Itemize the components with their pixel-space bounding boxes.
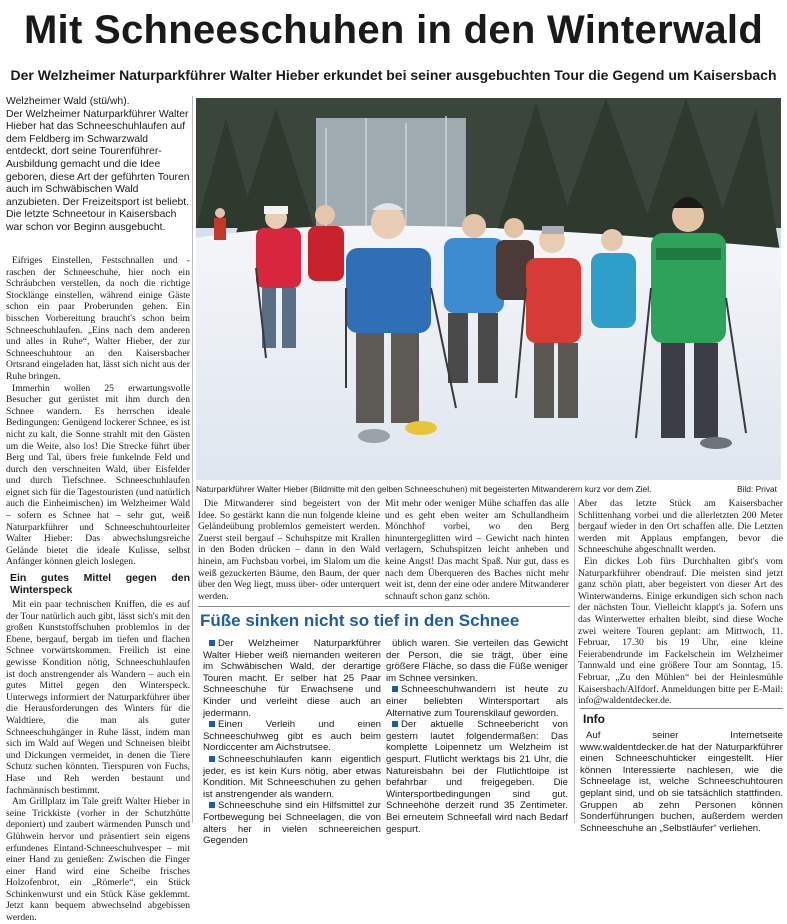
body-paragraph: Am Grillplatz im Tale greift Walter Hieber in seine Trickkiste (vorher in der Schutzhütte deponiert) und zaubert wärmenden Punsch und Glühwein hervor und präsentiert sein eigens erfundenes Eintand-Schneeschuhvesper – mit einer Hand zu genießen: Zwischen die Finger einer Hand wird eine Scheibe frisches Holzofenbrot, ein „Römerle“, ein Stück Schinkenwurst und ein Stück Käse geklemmt. Jetzt kann bequem abwechselnd abgebissen werden. — [6, 796, 190, 924]
snowshoe-group-photo — [196, 98, 781, 480]
lead-paragraph — [6, 96, 190, 235]
subheadline: Der Welzheimer Naturparkführer Walter Hieber erkundet bei seiner ausgebuchten Tour die Gegend um Kaisersbach — [10, 67, 777, 83]
square-bullet-icon — [209, 721, 215, 727]
photo-caption — [196, 484, 781, 494]
box-item: üblich waren. Sie verteilen das Gewicht der Person, die sie trägt, über eine größere Fläche, so dass die Füße weniger im Schnee versinken. — [386, 638, 568, 684]
body-paragraph: Aber das letzte Stück am Kaisersbacher Schlittenhang vorbei und die allerletzten 200 Meter bergauf wieder in den Ort schaffen alle. Die Letzten werden mit Applaus empfangen, bevor die Schneeschuhe abgeschnallt werden. — [578, 498, 783, 556]
column-divider — [192, 96, 193, 823]
square-bullet-icon — [209, 756, 215, 762]
column-divider — [574, 498, 575, 823]
column-4 — [578, 498, 783, 708]
square-bullet-icon — [209, 802, 215, 808]
lead-text: Der Welzheimer Naturparkführer Walter Hieber hat das Schneeschuhlaufen auf dem Feldberg im Schwarzwald entdeckt, dort seine Tourenführer-Ausbildung gemacht und die Idee geboren, diese Art der geführten Touren auch im Schwäbischen Wald anzubieten. Der Freizeitsport ist beliebt. Die letzte Schneetour in Kaisersbach war schon vor Beginn ausgebucht. — [6, 108, 190, 233]
info-paragraph: Auf seiner Internetseite www.waldentdecker.de hat der Naturparkführer einen Schneeschuhticker eingestellt. Hier können Interessierte nachlesen, wie die Schneelage ist, welche Schneeschuhtouren geplant sind, und ob sie tatsächlich stattfinden. Gruppen ab zehn Personen können Sonderführungen buchen, außerdem werden Schneeschuhe an „Selbstläufer“ verliehen. — [580, 730, 783, 834]
column-2 — [198, 498, 380, 602]
photo-credit: Bild: Privat — [736, 484, 777, 494]
square-bullet-icon — [209, 640, 215, 646]
body-paragraph: Die Mitwanderer sind begeistert von der Idee. So gestärkt kann die nun folgende kleine Geländeübung problemlos gemeistert werden. Zuerst steil bergauf – Schuhspitze mit Krallen in den Boden drücken – dann in den Wald hinein, am Fuchsbau vorbei, im Slalom um die weiß gezuckerten Bäume, den Baum, der quer über den Weg liegt, muss über- oder unterquert werden. — [198, 498, 380, 602]
box-item: Der Welzheimer Naturparkführer Walter Hieber weiß niemanden weiteren im Schwäbischen Wald, der derartige Touren macht. Er selber hat 25 Paar Schneeschuhe für Erwachsene und Kinder und verleiht diese auch an jedermann. — [203, 638, 381, 719]
body-paragraph: Mit mehr oder weniger Mühe schaffen das alle und es geht eben weiter am Schullandheim Mönchhof vorbei, wo den Berg hinuntergeglitten wird – Gewicht nach hinten verlagern, Schuhspitzen leicht anheben und keine Angst! Das macht Spaß. Nur gut, dass es nach dem Überqueren des Baches nicht mehr weit ist, denn der eine oder andere Mitwanderer schnauft schon ganz schön. — [385, 498, 569, 602]
box-item: Schneeschuhlaufen kann eigentlich jeder, es ist kein Kurs nötig, aber etwas Kondition. Mit Schneeschuhen zu gehen ist anstrengender als wandern. — [203, 753, 381, 800]
body-paragraph: Mit ein paar technischen Kniffen, die es auf der Tour natürlich auch gibt, lässt sich's mit den großen Kunststoffschuhen problemlos in der Ebene, bergauf, bergab im tiefen und flachen Schnee vorwärtskommen. Freilich ist eine gewisse Kondition nötig, Schneeschuhlaufen ist doch anstrengender als Wandern – auch ein gutes Mittel gegen den Winterspeck. Unterwegs informiert der Naturparkführer über die Herausforderungen des Winters für die Waldtiere, die man als guter Schneeschuhgänger in Ruhe lässt, indem man sich im Wald auf Wegen und Schneisen bleibt und Dickungen vermeidet, in denen die Tiere Schutz suchen könnten. Tierspuren von Fuchs, Hase und Reh werden bestaunt und fachmännisch bestimmt. — [6, 599, 190, 796]
headline: Mit Schneeschuhen in den Winterwald — [23, 8, 764, 52]
body-paragraph: Ein dickes Lob fürs Durchhalten gibt's vom Naturparkführer obendrauf. Die meisten sind jetzt ganz schön platt, aber begeistert von dieser Art des Winterwanderns. Einige erkundigen sich schon nach der nächsten Tour. Vielleicht klappt's ja. Sofern uns das Winterwetter erhalten bleibt, sind diese Woche zwei weitere Touren geplant: am Mittwoch, 11. Februar, 17.30 bis 19 Uhr, eine kleine Feierabendrunde im Fackelschein im Welzheimer Tannwald und eine größere Tour am Sonntag, 15. Februar, „Zu den Mühlen“ bei der Heinlesmühle Kaisersbach/Alfdorf. Anmeldungen bitte per E-Mail: info@waldentdecker.de. — [578, 555, 783, 707]
article-photo — [196, 98, 781, 480]
square-bullet-icon — [392, 686, 398, 692]
column-1 — [6, 255, 190, 924]
dateline: Welzheimer Wald (stü/wh). — [6, 96, 130, 107]
square-bullet-icon — [392, 721, 398, 727]
box-item: Der aktuelle Schneebericht von gestern lautet folgendermaßen: Das komplette Loipennetz um Welzheim ist gespurt. Flutlicht werktags bis 21 Uhr, die Natureisbahn bei der Flutlichtloipe ist befahrbar und freigegeben. Die Wintersportbedingungen sind gut. Schneehöhe derzeit rund 35 Zentimeter. Bei erneutem Schneefall wird nach Bedarf gespurt. — [386, 719, 568, 835]
info-title: Info — [583, 712, 605, 726]
box-item: Einen Verleih und einen Schneeschuhweg gibt es auch beim Nordiccenter am Aichstrutsee. — [203, 719, 381, 754]
box-item: Schneeschuhe sind ein Hilfsmittel zur Fortbewegung bei Schneelagen, die von alters her in vielen schneereichen Gegenden — [203, 800, 381, 847]
box-column-left — [203, 638, 381, 847]
box-column-right — [386, 638, 568, 835]
info-text — [580, 730, 783, 834]
body-paragraph: Eifriges Einstellen, Festschnallen und -raschen der Schneeschuhe, hier noch ein Schräubchen verstellen, da noch die richtige Stocklänge einstellen, während einige Gäste schon ein paar Proberunden gehen. Ein bisschen Vorbereitung braucht's schon beim Schneeschuhlaufen. „Eins nach dem anderen und alles in Ruhe“, Walter Hieber, der zur Schneeschuhtour an den Kaisersbacher Ortsrand eingeladen hat, lässt sich nicht aus der Ruhe bringen. — [6, 255, 190, 382]
body-paragraph: Immerhin wollen 25 erwartungsvolle Besucher gut gerüstet mit ihm durch den Schnee wandern. Es herrschen ideale Bedingungen: Genügend lockerer Schnee, es ist nicht zu kalt, die Sonne strahlt mit den Gästen um die Weite, also los! Die Strecke führt über Berg und Tal, übers freie funkelnde Feld und durch den verschneiten Wald, über Eisfelder und durch Tiefschnee. Schneeschuhlaufen eignet sich für die Tagestouristen (und natürlich auch die Einheimischen) im Welzheimer Wald – sofern es Schnee hat – sehr gut, weiß Naturparkführer und Schneeschuhtourleiter Walter Hieber: Das abwechslungsreiche Gelände bietet die ideale Kulisse, selbst Anfänger können gleich loslegen. — [6, 382, 190, 568]
box-title: Füße sinken nicht so tief in den Schnee — [200, 611, 520, 630]
box-item: Schneeschuhwandern ist heute zu einer beliebten Wintersportart als Alternative zum Tourenskilauf geworden. — [386, 684, 568, 719]
caption-text: Naturparkführer Walter Hieber (Bildmitte mit den gelben Schneeschuhen) mit begeisterten Mitwanderern kurz vor dem Ziel. — [196, 484, 652, 494]
box-rule — [198, 606, 570, 607]
info-rule — [580, 708, 783, 709]
intertitle: Ein gutes Mittel gegen den Winterspeck — [10, 572, 190, 597]
column-3 — [385, 498, 569, 602]
